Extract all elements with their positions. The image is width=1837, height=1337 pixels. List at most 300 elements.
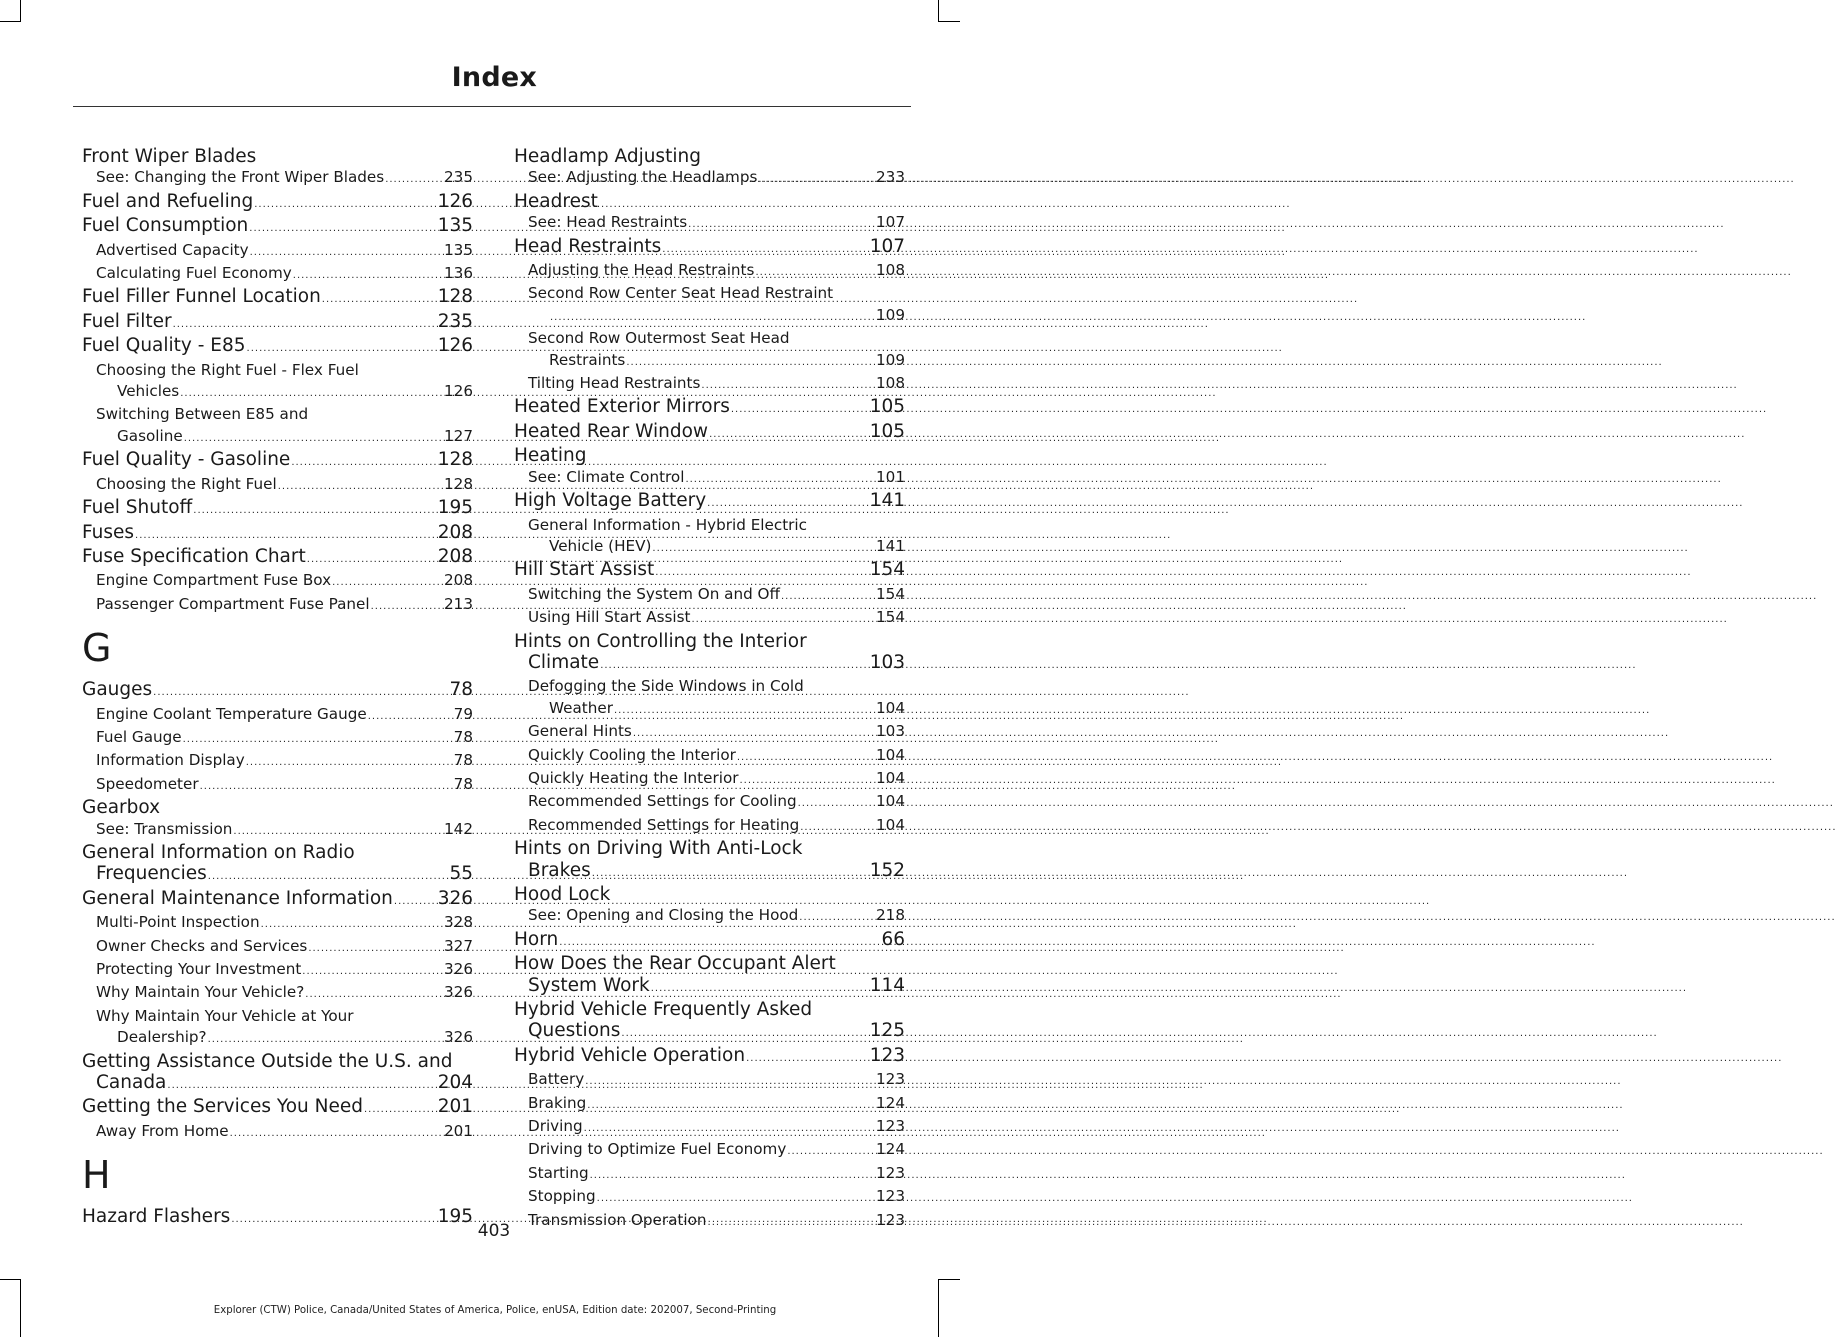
page-ref: 123 — [876, 1070, 905, 1089]
page-ref: 78 — [449, 679, 473, 701]
dot-leader — [308, 938, 443, 959]
entry-text: See: Opening and Closing the Hood — [528, 906, 799, 925]
dot-leader — [691, 609, 875, 630]
index-subentry — [82, 704, 473, 727]
page-ref: 124 — [876, 1140, 905, 1159]
entry-text: Heated Rear Window — [514, 420, 709, 442]
index-entry — [82, 449, 473, 473]
index-entry — [82, 1096, 473, 1120]
entry-text: Choosing the Right Fuel — [96, 474, 277, 493]
dot-leader — [332, 572, 443, 593]
entry-text: Brakes — [528, 859, 591, 881]
page-ref: 107 — [869, 235, 905, 257]
dot-leader — [685, 469, 875, 490]
index-subentry — [82, 240, 473, 263]
page-ref: 195 — [437, 1206, 473, 1228]
page-ref: 128 — [444, 474, 473, 493]
index-subentry — [514, 167, 905, 190]
index-entry — [82, 522, 473, 546]
dot-leader — [249, 218, 436, 239]
entry-text: Away From Home — [96, 1121, 229, 1140]
entry-text: Hill Start Assist — [514, 559, 655, 581]
index-column-right — [514, 146, 905, 1233]
entry-text: Owner Checks and Services — [96, 936, 308, 955]
index-subentry: Choosing the Right Fuel - Flex Fuel — [96, 360, 359, 379]
dot-leader — [739, 770, 875, 791]
entry-text: Information Display — [96, 751, 245, 770]
page-ref: 114 — [869, 974, 905, 996]
dot-leader — [322, 289, 437, 310]
entry-text: See: Transmission — [96, 819, 233, 838]
page-ref: 154 — [876, 608, 905, 627]
entry-text: Gauges — [82, 679, 153, 701]
index-entry — [82, 679, 473, 703]
entry-text: See: Adjusting the Headlamps — [528, 168, 758, 187]
dot-leader — [302, 961, 443, 982]
dot-leader — [153, 682, 448, 703]
index-heading: General Information on Radio — [82, 841, 355, 863]
index-subentry — [514, 1093, 905, 1116]
entry-text: Heated Exterior Mirrors — [514, 396, 730, 418]
page-title: Index — [451, 62, 537, 93]
index-subentry — [82, 570, 473, 593]
page-ref: 128 — [437, 286, 473, 308]
page-ref: 208 — [437, 521, 473, 543]
page-ref: 135 — [437, 215, 473, 237]
index-entry — [514, 860, 905, 884]
index-entry — [514, 652, 905, 676]
index-subentry — [82, 474, 473, 497]
entry-text: See: Head Restraints — [528, 213, 688, 232]
index-entry — [514, 929, 905, 953]
entry-text: Vehicle (HEV) — [549, 536, 652, 555]
entry-text: Recommended Settings for Cooling — [528, 792, 797, 811]
entry-text: Driving to Optimize Fuel Economy — [528, 1140, 787, 1159]
dot-leader — [626, 352, 875, 373]
entry-text: Fuel Gauge — [96, 727, 182, 746]
page-ref: 201 — [444, 1121, 473, 1140]
entry-text: System Work — [528, 974, 650, 996]
entry-text: Calculating Fuel Economy — [96, 264, 292, 283]
dot-leader — [250, 242, 443, 263]
entry-text: Recommended Settings for Heating — [528, 815, 800, 834]
footer-text: Explorer (CTW) Police, Canada/United States of America, Police, enUSA, Edition date: 202007, Second-Printing — [213, 1305, 777, 1316]
index-subentry — [82, 912, 473, 935]
page-ref: 103 — [876, 722, 905, 741]
dot-leader — [701, 375, 875, 396]
index-heading: How Does the Rear Occupant Alert — [514, 953, 836, 975]
dot-leader — [746, 1048, 869, 1069]
page-ref: 128 — [437, 449, 473, 471]
page-ref: 326 — [444, 1028, 473, 1047]
entry-text: Protecting Your Investment — [96, 960, 302, 978]
dot-leader — [364, 1099, 437, 1120]
index-subentry — [514, 260, 905, 283]
index-heading: Hood Lock — [514, 884, 611, 905]
entry-text: Horn — [514, 928, 559, 950]
page-ref: 235 — [444, 168, 473, 187]
index-subentry — [514, 721, 905, 744]
index-subentry: Second Row Center Seat Head Restraint — [528, 284, 834, 303]
index-entry — [514, 421, 905, 445]
dot-leader — [371, 596, 443, 617]
page-ref: 152 — [869, 859, 905, 881]
dot-leader — [614, 700, 875, 721]
index-entry — [514, 1020, 905, 1044]
dot-leader — [662, 239, 868, 260]
entry-text: Fuel Shutoff — [82, 497, 193, 519]
entry-text: Transmission Operation — [528, 1210, 707, 1229]
page-ref: 109 — [876, 350, 905, 369]
crop-mark — [938, 0, 939, 22]
page-ref: 109 — [876, 305, 905, 324]
dot-leader — [799, 907, 875, 928]
page-ref: 141 — [876, 536, 905, 555]
entry-text: Frequencies — [96, 863, 207, 885]
index-heading: Heating — [514, 445, 587, 467]
dot-leader — [651, 978, 869, 999]
dot-leader — [585, 1071, 875, 1092]
index-subentry — [82, 263, 473, 286]
index-subentry — [82, 959, 473, 982]
index-entry — [514, 559, 905, 583]
entry-text: Getting the Services You Need — [82, 1096, 363, 1118]
index-subentry — [514, 305, 905, 328]
page-ref: 104 — [876, 768, 905, 787]
index-subentry: Switching Between E85 and — [96, 405, 309, 424]
page-ref: 154 — [869, 559, 905, 581]
index-subentry: Defogging the Side Windows in Cold — [528, 677, 804, 696]
page-ref: 136 — [444, 264, 473, 283]
page-ref: 108 — [876, 374, 905, 393]
index-entry — [82, 335, 473, 359]
dot-leader — [293, 265, 443, 286]
dot-leader — [208, 866, 449, 887]
index-subentry — [514, 1069, 905, 1092]
index-subentry — [82, 1121, 473, 1144]
dot-leader — [800, 817, 875, 838]
index-subentry — [514, 1116, 905, 1139]
page-ref: 208 — [444, 571, 473, 590]
index-entry — [82, 888, 473, 912]
entry-text: Fuses — [82, 521, 135, 543]
page-ref: 104 — [876, 745, 905, 764]
dot-leader — [135, 525, 437, 546]
index-entry — [514, 975, 905, 999]
page-ref: 326 — [444, 983, 473, 1002]
entry-text: High Voltage Battery — [514, 490, 707, 512]
page-ref: 108 — [876, 261, 905, 280]
entry-text: Fuel Consumption — [82, 215, 249, 237]
dot-leader — [193, 500, 436, 521]
index-subentry — [514, 791, 905, 814]
dot-leader — [707, 493, 869, 514]
index-entry — [82, 1072, 473, 1096]
page-ref: 123 — [869, 1044, 905, 1066]
page-ref: 201 — [437, 1096, 473, 1118]
entry-text: Passenger Compartment Fuse Panel — [96, 594, 370, 613]
dot-leader — [394, 891, 437, 912]
dot-leader — [655, 562, 868, 583]
page-ref: 123 — [876, 1187, 905, 1206]
page-ref: 213 — [444, 594, 473, 613]
page-ref: 126 — [437, 190, 473, 212]
entry-text: Hazard Flashers — [82, 1206, 231, 1228]
entry-text: Engine Coolant Temperature Gauge — [96, 704, 367, 723]
dot-leader — [230, 1123, 443, 1144]
page-ref: 125 — [869, 1020, 905, 1042]
entry-text: Switching the System On and Off — [528, 584, 780, 603]
header-divider — [73, 106, 911, 107]
entry-text: Adjusting the Head Restraints — [528, 261, 755, 280]
page-ref: 235 — [437, 310, 473, 332]
page-ref: 208 — [437, 545, 473, 567]
entry-text: General Hints — [528, 722, 632, 741]
index-entry — [82, 286, 473, 310]
index-heading: Hints on Controlling the Interior — [514, 630, 807, 652]
index-subentry — [514, 373, 905, 396]
entry-text: Braking — [528, 1093, 587, 1112]
entry-text: Quickly Cooling the Interior — [528, 745, 736, 764]
dot-leader — [254, 194, 436, 215]
index-subentry — [514, 350, 905, 373]
dot-leader — [183, 729, 453, 750]
dot-leader — [167, 1075, 436, 1096]
entry-text: Engine Compartment Fuse Box — [96, 571, 332, 590]
page-ref: 204 — [437, 1072, 473, 1094]
entry-text: Starting — [528, 1163, 589, 1182]
page-ref: 135 — [444, 240, 473, 259]
page-ref: 66 — [881, 928, 905, 950]
index-entry — [82, 863, 473, 887]
page-ref: 127 — [444, 426, 473, 445]
index-subentry — [514, 1163, 905, 1186]
page-number: 403 — [477, 1221, 511, 1241]
page-ref: 78 — [453, 774, 473, 793]
index-entry — [514, 1045, 905, 1069]
index-heading: Headrest — [514, 190, 598, 212]
entry-text: Multi-Point Inspection — [96, 913, 260, 932]
dot-leader — [781, 586, 875, 607]
page-ref: 141 — [869, 490, 905, 512]
dot-leader — [305, 984, 443, 1005]
dot-leader — [368, 706, 453, 727]
dot-leader — [307, 549, 437, 570]
index-entry — [514, 236, 905, 260]
entry-text: Fuse Specification Chart — [82, 545, 306, 567]
dot-leader — [688, 214, 875, 235]
crop-mark — [938, 21, 960, 22]
index-heading: Headlamp Adjusting — [514, 146, 701, 167]
page-ref: 55 — [449, 863, 473, 885]
entry-text: Fuel Quality - E85 — [82, 335, 246, 357]
index-subentry — [514, 745, 905, 768]
page-ref: 107 — [876, 213, 905, 232]
entry-text: General Maintenance Information — [82, 887, 393, 909]
crop-mark — [20, 0, 21, 22]
entry-text: Canada — [96, 1072, 167, 1094]
entry-text: Driving — [528, 1117, 583, 1136]
dot-leader — [559, 932, 880, 953]
index-subentry — [82, 167, 473, 190]
entry-text: Gasoline — [117, 426, 183, 445]
index-entry — [514, 490, 905, 514]
page-ref: 123 — [876, 1163, 905, 1182]
index-subentry — [514, 905, 905, 928]
page-ref: 142 — [444, 819, 473, 838]
dot-leader — [385, 169, 443, 190]
index-subentry — [514, 1139, 905, 1162]
index-subentry — [514, 584, 905, 607]
index-subentry — [82, 426, 473, 449]
entry-text: Advertised Capacity — [96, 240, 249, 259]
dot-leader — [173, 314, 437, 335]
index-subentry: Second Row Outermost Seat Head — [528, 329, 790, 348]
index-subentry: Why Maintain Your Vehicle at Your — [96, 1006, 354, 1025]
index-subentry — [82, 774, 473, 797]
entry-text: Fuel and Refueling — [82, 190, 254, 212]
entry-text: Battery — [528, 1070, 585, 1089]
dot-leader — [208, 1029, 443, 1050]
page-ref: 126 — [444, 382, 473, 401]
dot-leader — [592, 863, 869, 884]
page-ref: 78 — [453, 751, 473, 770]
dot-leader — [597, 1188, 875, 1209]
entry-text: Vehicles — [117, 382, 180, 401]
index-entry — [82, 311, 473, 335]
index-heading: Hints on Driving With Anti-Lock — [514, 838, 803, 860]
entry-text: See: Climate Control — [528, 467, 685, 486]
entry-text: Why Maintain Your Vehicle? — [96, 983, 305, 1002]
index-entry — [82, 215, 473, 239]
entry-text: Weather — [549, 698, 613, 717]
index-entry — [82, 191, 473, 215]
crop-mark — [0, 21, 21, 22]
entry-text: See: Changing the Front Wiper Blades — [96, 168, 385, 187]
dot-leader — [621, 1023, 868, 1044]
page-ref: 123 — [876, 1117, 905, 1136]
dot-leader — [261, 914, 443, 935]
dot-leader — [587, 1095, 875, 1116]
section-letter: G — [82, 626, 112, 671]
page-ref: 78 — [453, 727, 473, 746]
dot-leader — [180, 383, 443, 404]
index-entry — [82, 546, 473, 570]
index-heading: Hybrid Vehicle Frequently Asked — [514, 999, 813, 1021]
page-ref: 104 — [876, 698, 905, 717]
page-ref: 124 — [876, 1093, 905, 1112]
dot-leader — [550, 307, 875, 328]
index-subentry: General Information - Hybrid Electric — [528, 515, 807, 534]
dot-leader — [246, 752, 453, 773]
dot-leader — [200, 776, 453, 797]
entry-text: Climate — [528, 651, 600, 673]
page-ref: 103 — [869, 651, 905, 673]
page-ref: 104 — [876, 792, 905, 811]
page-ref: 104 — [876, 815, 905, 834]
dot-leader — [652, 538, 875, 559]
index-subentry — [514, 467, 905, 490]
index-subentry — [514, 536, 905, 559]
page-ref: 154 — [876, 584, 905, 603]
dot-leader — [233, 821, 443, 842]
dot-leader — [584, 1118, 875, 1139]
index-subentry — [82, 1027, 473, 1050]
dot-leader — [278, 476, 443, 497]
index-subentry — [82, 936, 473, 959]
index-column-left — [82, 146, 473, 1231]
entry-text: Fuel Filter — [82, 310, 172, 332]
dot-leader — [247, 338, 437, 359]
page-ref: 326 — [437, 887, 473, 909]
index-entry — [514, 396, 905, 420]
entry-text: Dealership? — [117, 1028, 207, 1047]
index-subentry — [514, 212, 905, 235]
page-ref: 233 — [876, 168, 905, 187]
index-subentry — [514, 1186, 905, 1209]
index-heading: Getting Assistance Outside the U.S. and — [82, 1050, 453, 1072]
section-letter: H — [82, 1153, 111, 1198]
entry-text: Stopping — [528, 1187, 596, 1206]
index-subentry — [514, 698, 905, 721]
page-ref: 328 — [444, 913, 473, 932]
index-subentry — [82, 819, 473, 842]
index-subentry — [514, 768, 905, 791]
page-ref: 126 — [437, 335, 473, 357]
index-subentry — [82, 982, 473, 1005]
entry-text: Quickly Heating the Interior — [528, 768, 739, 787]
crop-mark — [938, 1279, 960, 1280]
page-ref: 123 — [876, 1210, 905, 1229]
entry-text: Using Hill Start Assist — [528, 608, 691, 627]
dot-leader — [731, 399, 869, 420]
entry-text: Fuel Quality - Gasoline — [82, 449, 291, 471]
page-ref: 195 — [437, 497, 473, 519]
dot-leader — [737, 747, 875, 768]
page-ref: 326 — [444, 960, 473, 978]
entry-text: Hybrid Vehicle Operation — [514, 1044, 746, 1066]
index-subentry — [82, 750, 473, 773]
index-heading: Gearbox — [82, 797, 161, 819]
page-ref: 79 — [453, 704, 473, 723]
index-subentry — [514, 815, 905, 838]
entry-text: Restraints — [549, 350, 626, 369]
dot-leader — [755, 262, 875, 283]
dot-leader — [600, 655, 868, 676]
entry-text: Speedometer — [96, 774, 199, 793]
dot-leader — [758, 169, 875, 190]
index-entry — [82, 497, 473, 521]
dot-leader — [787, 1141, 875, 1162]
index-subentry — [82, 594, 473, 617]
entry-text: Tilting Head Restraints — [528, 374, 701, 393]
dot-leader — [633, 723, 875, 744]
page-ref: 218 — [876, 906, 905, 925]
page-ref: 101 — [876, 467, 905, 486]
dot-leader — [184, 428, 443, 449]
dot-leader — [291, 452, 436, 473]
index-heading: Front Wiper Blades — [82, 146, 257, 167]
entry-text: Fuel Filler Funnel Location — [82, 286, 321, 308]
index-subentry — [514, 607, 905, 630]
page-ref: 105 — [869, 396, 905, 418]
index-subentry — [82, 381, 473, 404]
index-subentry — [82, 727, 473, 750]
entry-text: Head Restraints — [514, 235, 662, 257]
page-ref: 105 — [869, 420, 905, 442]
entry-text: Questions — [528, 1020, 621, 1042]
crop-mark — [0, 1279, 21, 1280]
